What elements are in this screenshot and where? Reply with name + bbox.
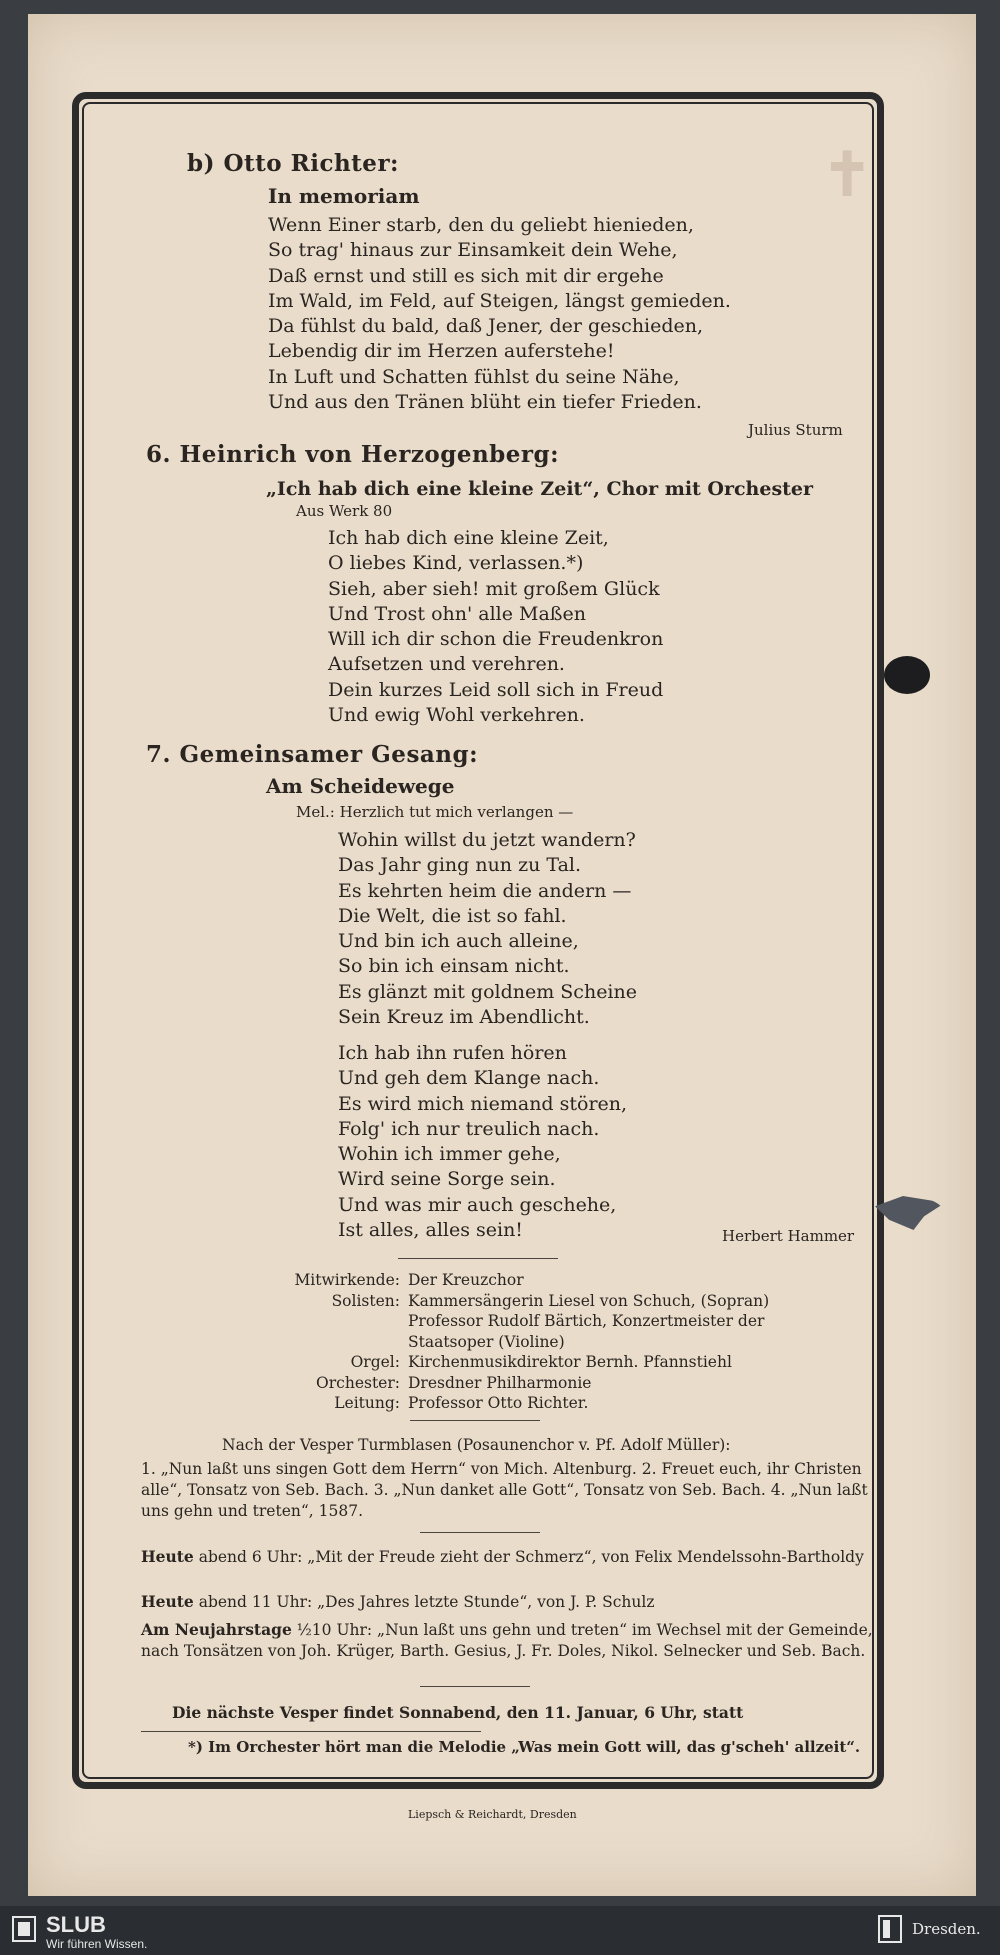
poem-line: Daß ernst und still es sich mit dir ergehe: [268, 264, 664, 287]
poem-line: Ich hab ihn rufen hören: [338, 1042, 567, 1064]
bleed-through-shadow: ✝: [822, 140, 873, 210]
credit-label: Orgel:: [350, 1353, 400, 1371]
credit-value: Dresdner Philharmonie: [408, 1373, 592, 1392]
poem-line: Wohin ich immer gehe,: [338, 1143, 561, 1166]
credits-list: [200, 1270, 880, 1414]
section-7-title: Am Scheidewege: [266, 774, 455, 798]
poem-line: Sieh, aber sieh! mit großem Glück: [328, 577, 660, 600]
announcement-lead: Heute: [141, 1547, 194, 1566]
credit-row: [200, 1270, 880, 1291]
poem-line: Lebendig dir im Herzen auferstehe!: [268, 340, 615, 363]
poem-line: Wenn Einer starb, den du geliebt hienieden,: [268, 214, 694, 236]
credit-label: Solisten:: [331, 1291, 400, 1310]
divider: [420, 1532, 540, 1533]
poem-line: Und bin ich auch alleine,: [338, 930, 579, 953]
poem-line: Die Welt, die ist so fahl.: [338, 904, 567, 927]
poem-line: Dein kurzes Leid soll sich in Freud: [328, 678, 664, 701]
credit-value: Professor Otto Richter.: [408, 1394, 589, 1412]
credit-label: Mitwirkende:: [294, 1271, 400, 1289]
credit-value: Der Kreuzchor: [408, 1271, 524, 1289]
poem-line: Ist alles, alles sein!: [338, 1219, 523, 1242]
after-vesper-text: 1. „Nun laßt uns singen Gott dem Herrn“ von Mich. Altenburg. 2. Freuet euch, ihr Christen alle“, Tonsatz von Seb. Bach. 3. „Nun danket alle Gott“, Tonsatz von Seb. Bach. 4. „Nun laßt uns gehn und treten“, 1587.: [141, 1460, 868, 1520]
credit-row: [200, 1311, 880, 1332]
credit-row: [200, 1352, 880, 1373]
section-6-poem: [328, 526, 663, 728]
announcement-lead: Heute: [141, 1592, 194, 1611]
divider: [398, 1258, 558, 1259]
poem-line: O liebes Kind, verlassen.*): [328, 552, 584, 575]
poem-line: Sein Kreuz im Abendlicht.: [338, 1006, 590, 1029]
announcement-text: abend 6 Uhr: „Mit der Freude zieht der Schmerz“, von Felix Mendelssohn-Bartholdy: [193, 1548, 864, 1566]
section-7-melody: Mel.: Herzlich tut mich verlangen —: [296, 803, 574, 821]
poem-line: Und ewig Wohl verkehren.: [328, 704, 585, 727]
divider: [410, 1420, 540, 1421]
divider: [141, 1731, 481, 1732]
credit-label: Orchester:: [316, 1373, 400, 1392]
poem-line: Es wird mich niemand stören,: [338, 1092, 628, 1115]
section-6-heading: 6. Heinrich von Herzogenberg:: [146, 441, 560, 468]
credit-value: Kirchenmusikdirektor Bernh. Pfannstiehl: [408, 1353, 732, 1371]
section-6-title: „Ich hab dich eine kleine Zeit“, Chor mit Orchester: [266, 478, 814, 500]
section-6-opus: Aus Werk 80: [296, 502, 393, 520]
slub-tagline: Wir führen Wissen.: [46, 1937, 148, 1951]
credit-label: Leitung:: [334, 1394, 400, 1412]
section-b-title: In memoriam: [268, 184, 420, 208]
credit-label: [200, 1311, 408, 1332]
after-vesper-heading: Nach der Vesper Turmblasen (Posaunenchor v. Pf. Adolf Müller):: [222, 1436, 731, 1454]
credit-row: [200, 1393, 880, 1414]
poem-line: Das Jahr ging nun zu Tal.: [338, 854, 582, 877]
divider: [420, 1686, 530, 1687]
section-7-author: Herbert Hammer: [722, 1227, 855, 1245]
credit-row: [200, 1332, 880, 1353]
poem-line: So trag' hinaus zur Einsamkeit dein Wehe,: [268, 239, 678, 262]
poem-line: Da fühlst du bald, daß Jener, der geschieden,: [268, 315, 704, 338]
announcement-text: abend 11 Uhr: „Des Jahres letzte Stunde“, von J. P. Schulz: [193, 1593, 655, 1611]
poem-line: Und geh dem Klange nach.: [338, 1067, 600, 1090]
next-vesper-notice: Die nächste Vesper findet Sonnabend, den 11. Januar, 6 Uhr, statt: [172, 1703, 744, 1722]
punch-hole: [884, 656, 930, 694]
section-7-stanza-2: [338, 1041, 627, 1243]
credit-row: [200, 1373, 880, 1394]
section-b-author: Julius Sturm: [748, 421, 843, 439]
poem-line: So bin ich einsam nicht.: [338, 955, 570, 978]
credit-row: [200, 1291, 880, 1312]
announcement-lead: Am Neujahrstage: [141, 1620, 292, 1639]
credit-value: Kammersängerin Liesel von Schuch, (Sopran): [408, 1291, 770, 1310]
poem-line: Will ich dir schon die Freudenkron: [328, 628, 664, 651]
slub-logo-icon: [12, 1916, 36, 1942]
poem-line: Aufsetzen und verehren.: [328, 653, 565, 676]
dresden-logo-text: Dresden.: [912, 1920, 981, 1938]
announcement: [141, 1591, 873, 1613]
slub-logo-text: SLUB: [46, 1912, 106, 1937]
section-b-poem: [268, 213, 731, 415]
poem-line: Und aus den Tränen blüht ein tiefer Frieden.: [268, 391, 702, 414]
credit-label: [200, 1332, 408, 1353]
poem-line: Folg' ich nur treulich nach.: [338, 1117, 600, 1140]
section-7-stanza-1: [338, 828, 637, 1030]
poem-line: Wird seine Sorge sein.: [338, 1168, 556, 1191]
poem-line: Im Wald, im Feld, auf Steigen, längst gemieden.: [268, 289, 731, 312]
announcement: [141, 1619, 873, 1662]
poem-line: Es glänzt mit goldnem Scheine: [338, 980, 637, 1003]
footnote: *) Im Orchester hört man die Melodie „Was mein Gott will, das g'scheh' allzeit“.: [188, 1738, 861, 1756]
announcement-text: ½10 Uhr: „Nun laßt uns gehn und treten“ im Wechsel mit der Gemeinde, nach Tonsätzen von Joh. Krüger, Barth. Gesius, J. Fr. Doles, Nikol. Selnecker und Seb. Bach.: [141, 1621, 873, 1660]
poem-line: Und was mir auch geschehe,: [338, 1193, 617, 1216]
poem-line: In Luft und Schatten fühlst du seine Nähe,: [268, 365, 680, 388]
section-b-heading: b) Otto Richter:: [187, 150, 400, 177]
dresden-logo-icon: [878, 1915, 902, 1943]
announcement: [141, 1546, 873, 1568]
poem-line: Und Trost ohn' alle Maßen: [328, 602, 586, 625]
poem-line: Es kehrten heim die andern —: [338, 879, 632, 902]
section-7-heading: 7. Gemeinsamer Gesang:: [146, 741, 479, 768]
poem-line: Ich hab dich eine kleine Zeit,: [328, 527, 609, 549]
credit-value: Professor Rudolf Bärtich, Konzertmeister der: [408, 1312, 765, 1330]
library-footer: [0, 1906, 1000, 1955]
poem-line: Wohin willst du jetzt wandern?: [338, 829, 636, 851]
credit-value: Staatsoper (Violine): [408, 1332, 565, 1351]
printer-imprint: Liepsch & Reichardt, Dresden: [408, 1808, 577, 1821]
